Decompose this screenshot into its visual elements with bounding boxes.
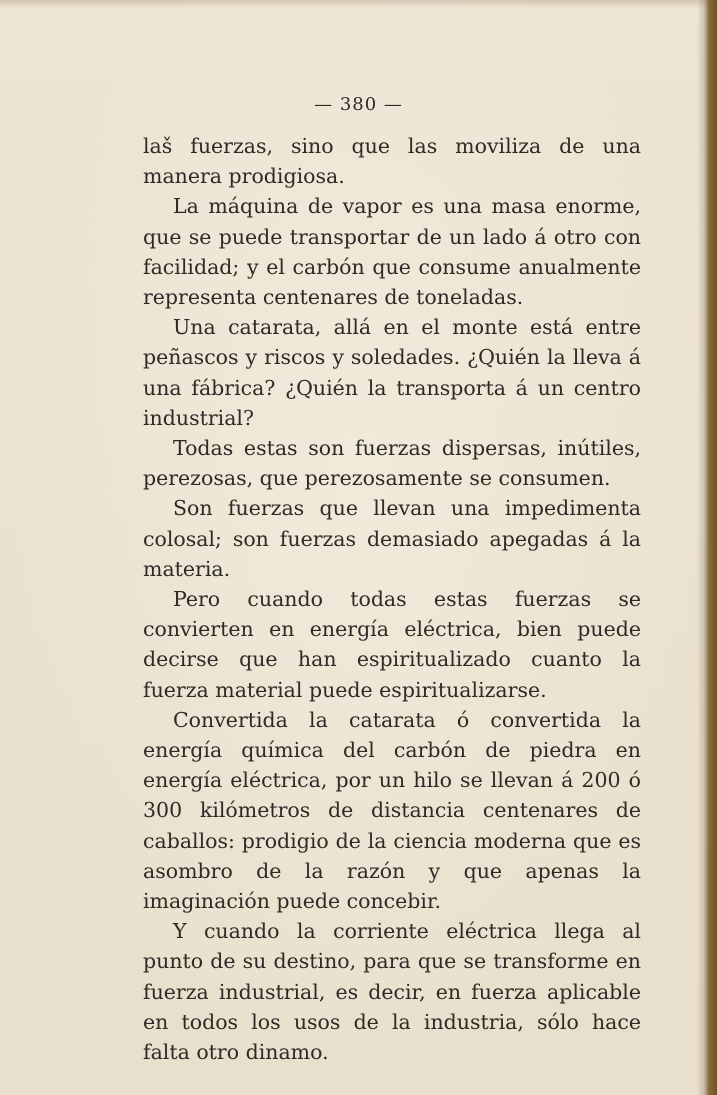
page-edge-binding bbox=[697, 0, 717, 1095]
paragraph-3: Una catarata, allá en el monte está entre peñascos y riscos y soledades. ¿Quién la lleva á una fábrica? ¿Quién la transporta á un centro industrial? bbox=[143, 315, 641, 430]
page-top-shadow bbox=[0, 0, 717, 8]
paragraph-2: La máquina de vapor es una masa enorme, que se puede transportar de un lado á otro con facilidad; y el carbón que consume anualmente representa centenares de toneladas. bbox=[143, 194, 641, 310]
paragraph-6: Pero cuando todas estas fuerzas se convierten en energía eléctrica, bien puede decirse que han espiritualizado cuanto la fuerza material puede espiritualizarse. bbox=[143, 587, 641, 702]
paragraph-7: Convertida la catarata ó convertida la energía química del carbón de piedra en energía eléctrica, por un hilo se llevan á 200 ó 300 kilómetros de distancia centenares de caballos: prodigio de la ciencia moderna que es asombro de la razón y que apenas la imaginación puede concebir. bbox=[143, 707, 641, 914]
body-text bbox=[143, 131, 641, 1067]
paragraph-8: Y cuando la corriente eléctrica llega al punto de su destino, para que se transforme en fuerza industrial, es decir, en fuerza aplicable en todos los usos de la industria, sólo hace falta otro dinamo. bbox=[143, 919, 641, 1065]
paragraph-4: Todas estas son fuerzas dispersas, inútiles, perezosas, que perezosamente se consumen. bbox=[143, 436, 641, 491]
paragraph-1: laš fuerzas, sino que las moviliza de una manera prodigiosa. bbox=[143, 134, 641, 189]
page-number: — 380 — bbox=[314, 94, 403, 115]
paragraph-5: Son fuerzas que llevan una impedimenta colosal; son fuerzas demasiado apegadas á la materia. bbox=[143, 496, 641, 581]
